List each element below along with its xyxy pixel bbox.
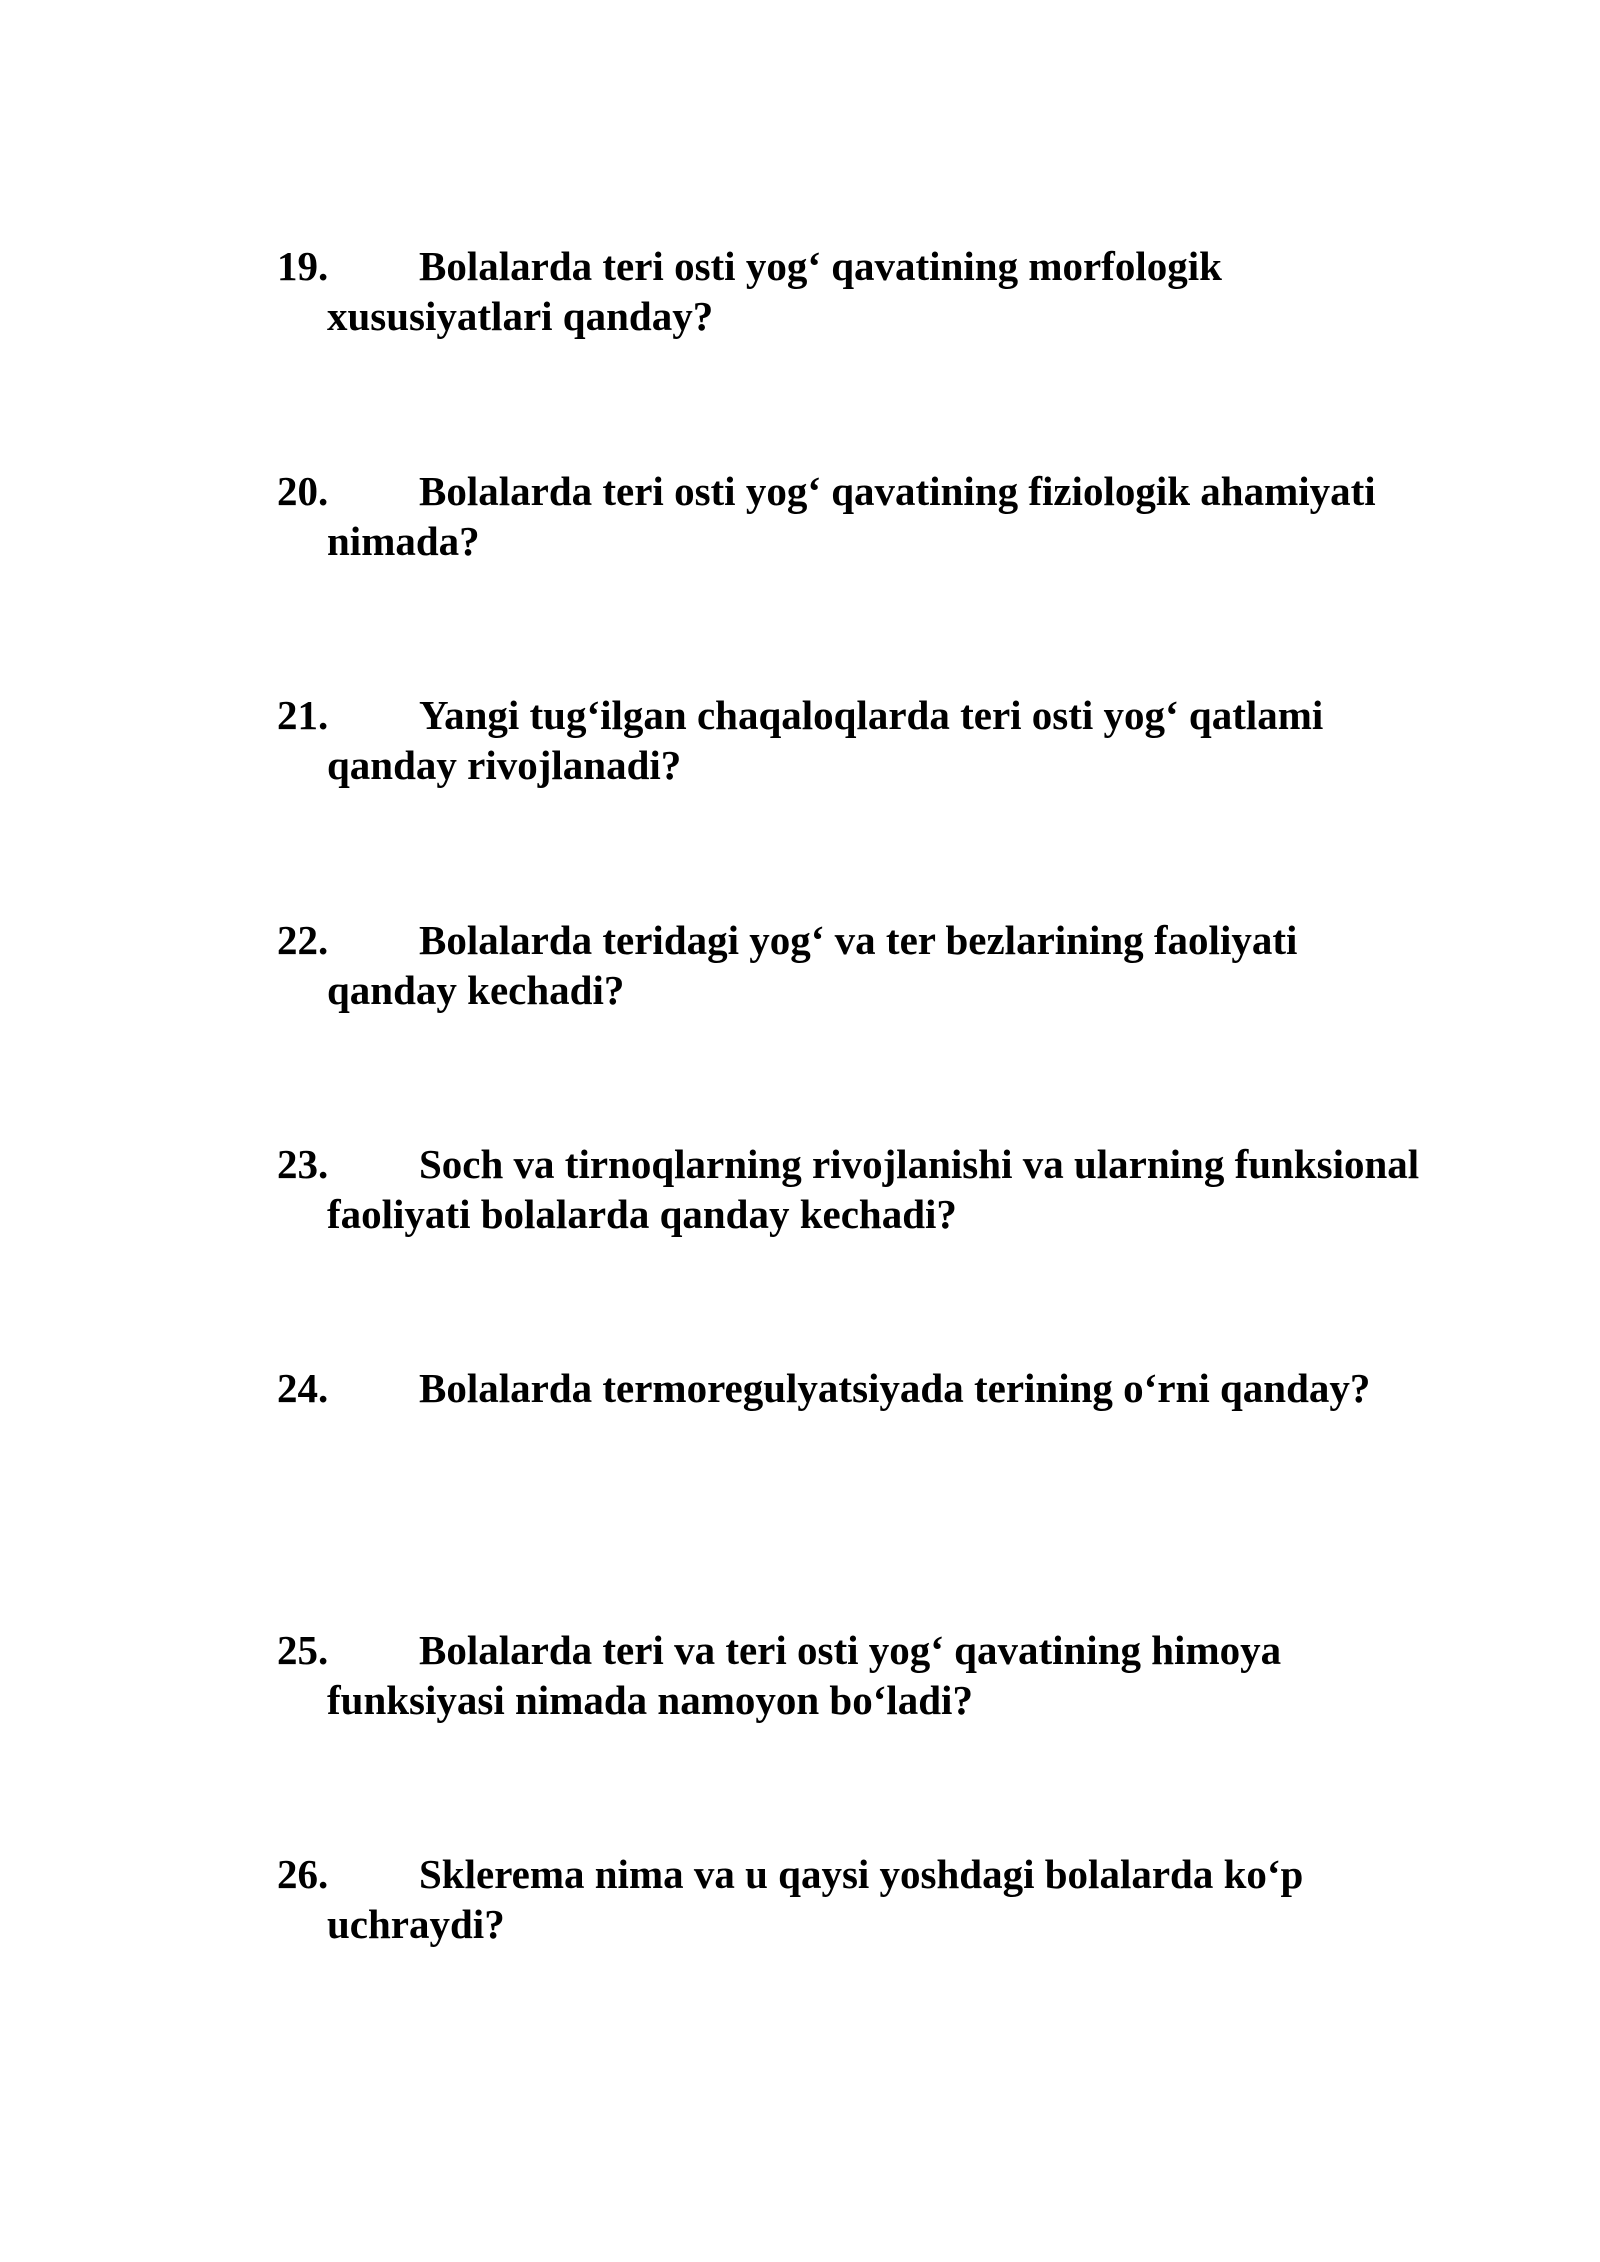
question-25 xyxy=(277,1625,1497,1725)
question-text-continued: xususiyatlari qanday? xyxy=(327,293,714,339)
question-19 xyxy=(277,241,1497,341)
question-number: 19. xyxy=(277,243,329,289)
question-24 xyxy=(277,1363,1497,1413)
question-text-continued: faoliyati bolalarda qanday kechadi? xyxy=(327,1191,957,1237)
question-line xyxy=(277,915,1497,965)
question-text: Bolalarda teri va teri osti yog‘ qavatining himoya xyxy=(419,1627,1282,1673)
question-text-continued: qanday rivojlanadi? xyxy=(327,742,682,788)
question-text-continued: nimada? xyxy=(327,518,480,564)
question-22 xyxy=(277,915,1497,1015)
question-number: 24. xyxy=(277,1365,329,1411)
question-line xyxy=(277,1849,1497,1899)
question-number: 23. xyxy=(277,1141,329,1187)
question-line xyxy=(277,466,1497,516)
question-line xyxy=(277,690,1497,740)
question-number: 21. xyxy=(277,692,329,738)
question-26 xyxy=(277,1849,1497,1949)
question-text: Sklerema nima va u qaysi yoshdagi bolalarda ko‘p xyxy=(419,1851,1304,1897)
question-line xyxy=(277,241,1497,291)
question-number: 20. xyxy=(277,468,329,514)
question-text-continued: uchraydi? xyxy=(327,1901,505,1947)
question-number: 22. xyxy=(277,917,329,963)
question-number: 25. xyxy=(277,1627,329,1673)
question-text: Bolalarda teri osti yog‘ qavatining morfologik xyxy=(419,243,1222,289)
question-text-continued: funksiyasi nimada namoyon bo‘ladi? xyxy=(327,1677,973,1723)
question-text: Bolalarda teridagi yog‘ va ter bezlarining faoliyati xyxy=(419,917,1298,963)
question-number: 26. xyxy=(277,1851,329,1897)
question-21 xyxy=(277,690,1497,790)
question-20 xyxy=(277,466,1497,566)
question-line xyxy=(277,1363,1497,1413)
question-text: Yangi tug‘ilgan chaqaloqlarda teri osti yog‘ qatlami xyxy=(419,692,1324,738)
question-23 xyxy=(277,1139,1497,1239)
question-text: Bolalarda teri osti yog‘ qavatining fiziologik ahamiyati xyxy=(419,468,1376,514)
question-line xyxy=(277,1625,1497,1675)
question-text-continued: qanday kechadi? xyxy=(327,967,625,1013)
question-line xyxy=(277,1139,1497,1189)
question-text: Soch va tirnoqlarning rivojlanishi va ularning funksional xyxy=(419,1141,1420,1187)
question-text: Bolalarda termoregulyatsiyada terining o‘rni qanday? xyxy=(419,1365,1371,1411)
